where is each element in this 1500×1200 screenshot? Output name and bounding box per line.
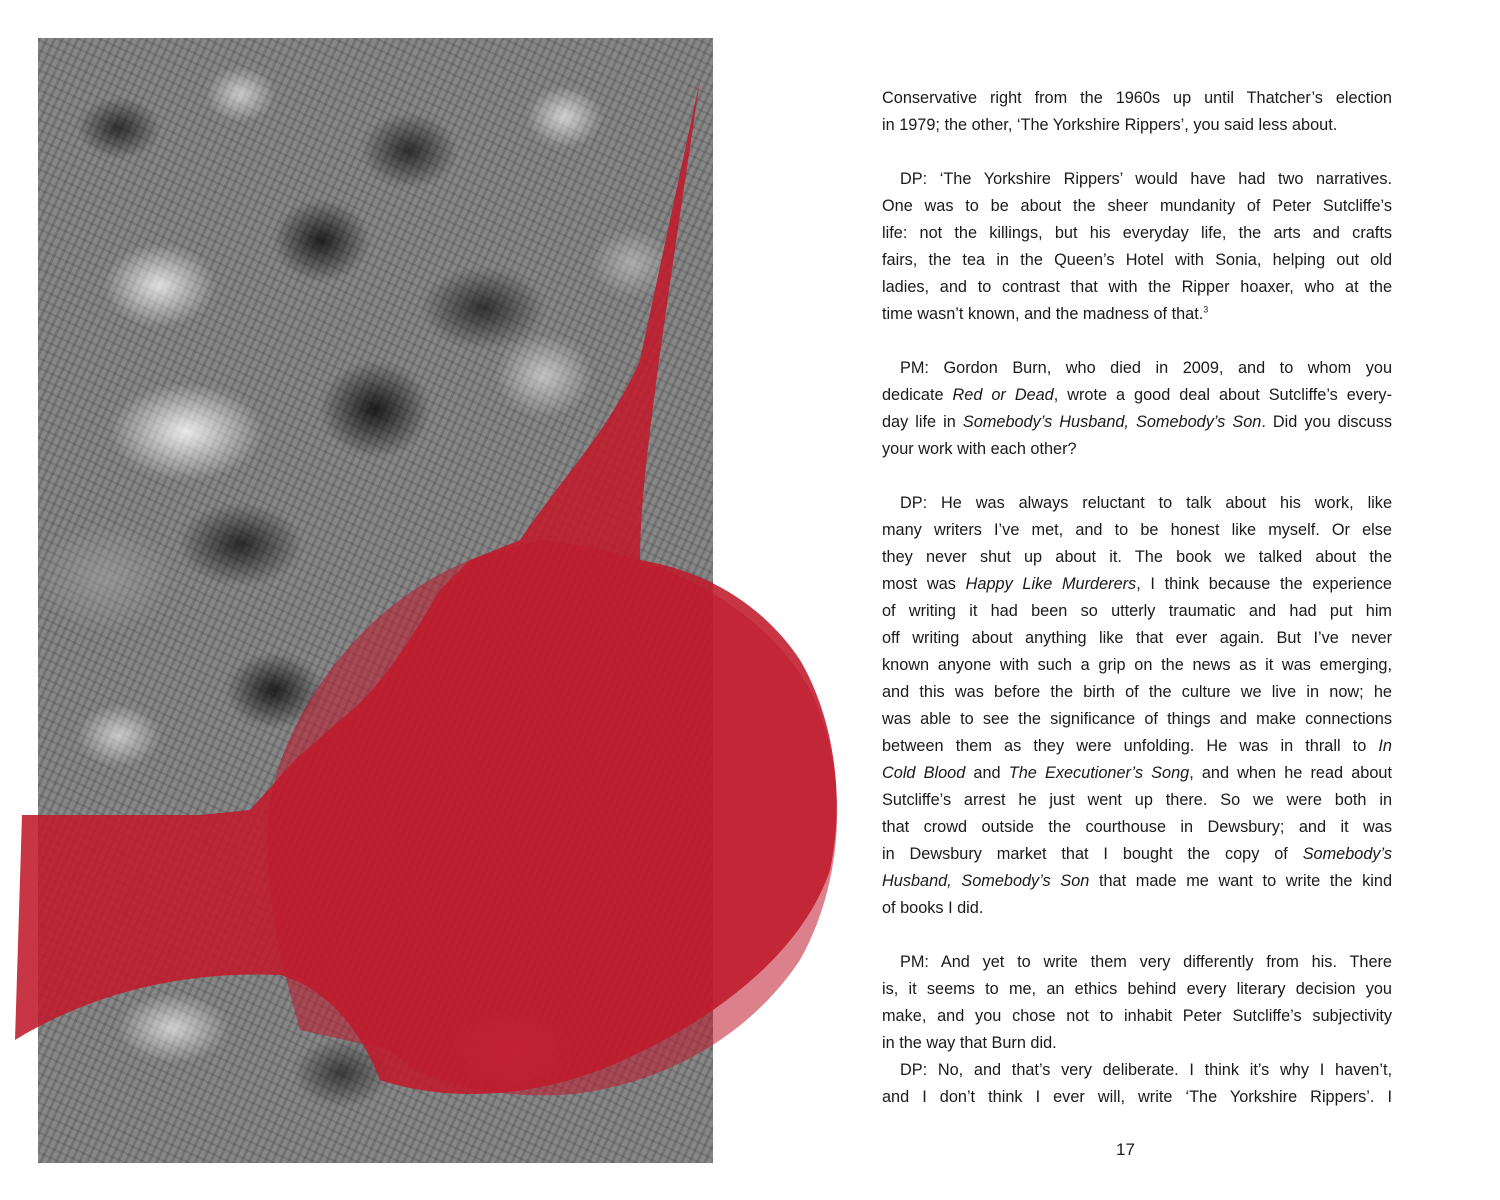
text-line [882,382,1392,409]
text-run: , I think because the experience [1136,575,1392,593]
text-line: known anyone with such a grip on the news as it was emerging, [882,656,1392,674]
text-line: that crowd outside the courthouse in Dewsbury; and it was [882,818,1392,836]
text-line: was able to see the significance of things and make connections [882,710,1392,728]
text-line: life: not the killings, but his everyday life, the arts and crafts [882,224,1392,242]
text-line: fairs, the tea in the Queen’s Hotel with Sonia, helping out old [882,251,1392,269]
book-title: Happy Like Murderers [965,575,1137,593]
text-line: in 1979; the other, ‘The Yorkshire Rippers’, you said less about. [882,116,1338,134]
text-line: Conservative right from the 1960s up until Thatcher’s election [882,89,1392,107]
text-line [882,301,1392,328]
text-line [882,868,1392,895]
text-line: in the way that Burn did. [882,1034,1057,1052]
text-run: most was [882,575,966,593]
book-title: Husband, Somebody’s Son [882,872,1090,890]
footnote-marker: 3 [1203,304,1209,315]
text-line: DP: He was always reluctant to talk about his work, like [900,494,1392,512]
text-run: between them as they were unfolding. He was in thrall to [882,737,1379,755]
red-circle-shape [267,540,837,1095]
text-line: many writers I’ve met, and to be honest like myself. Or else [882,521,1392,539]
text-line: your work with each other? [882,440,1077,458]
text-run: time wasn’t known, and the madness of that. [882,305,1204,323]
text-run: that made me want to write the kind [1089,872,1392,890]
book-title: Red or Dead [952,386,1054,404]
text-line: is, it seems to me, an ethics behind every literary decision you [882,980,1392,998]
text-line [882,760,1392,787]
text-run: dedicate [882,386,953,404]
text-line: PM: And yet to write them very differently from his. There [900,953,1392,971]
body-text [882,85,1392,1111]
book-title: Somebody’s Husband, Somebody’s Son [962,413,1262,431]
text-line: Sutcliffe’s arrest he just went up there. So we were both in [882,791,1392,809]
text-line: they never shut up about it. The book we talked about the [882,548,1392,566]
text-line: and this was before the birth of the culture we live in now; he [882,683,1392,701]
text-line [882,733,1392,760]
text-line: DP: ‘The Yorkshire Rippers’ would have had two narratives. [900,170,1392,188]
text-line: ladies, and to contrast that with the Ripper hoaxer, who at the [882,278,1392,296]
text-line: PM: Gordon Burn, who died in 2009, and to whom you [900,359,1392,377]
book-title: Cold Blood [882,764,966,782]
text-run: day life in [882,413,963,431]
text-line [882,409,1392,436]
text-line [882,841,1392,868]
book-title: The Executioner’s Song [1008,764,1190,782]
text-run: , wrote a good deal about Sutcliffe’s every- [1053,386,1392,404]
text-line: off writing about anything like that ever again. But I’ve never [882,629,1392,647]
book-title: In [1378,737,1392,755]
text-line: of writing it had been so utterly traumatic and had put him [882,602,1392,620]
text-run: , and when he read about [1189,764,1392,782]
text-line: make, and you chose not to inhabit Peter Sutcliffe’s subjectivity [882,1007,1392,1025]
text-line: DP: No, and that’s very deliberate. I think it’s why I haven’t, [900,1061,1392,1079]
text-line: of books I did. [882,899,984,917]
text-run: and [965,764,1009,782]
text-line: and I don’t think I ever will, write ‘The Yorkshire Rippers’. I [882,1088,1392,1106]
text-line: One was to be about the sheer mundanity of Peter Sutcliffe’s [882,197,1392,215]
text-run: . Did you discuss [1261,413,1392,431]
text-line [882,571,1392,598]
text-run: in Dewsbury market that I bought the copy of [882,845,1303,863]
text-page [860,0,1500,1200]
book-title: Somebody’s [1302,845,1392,863]
page-number: 17 [1116,1140,1135,1159]
